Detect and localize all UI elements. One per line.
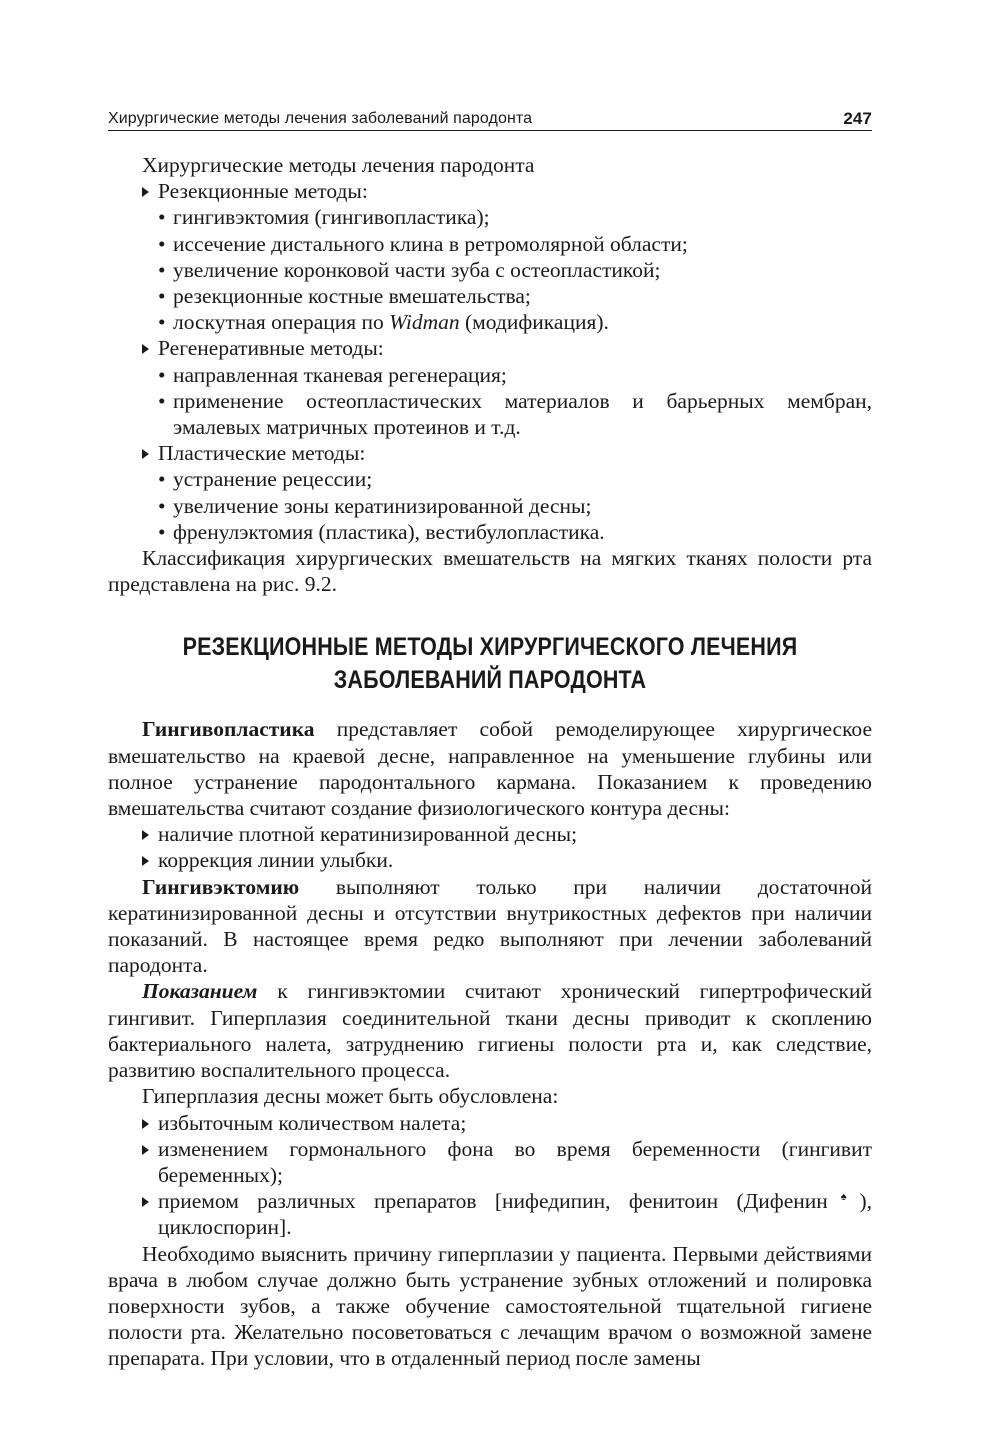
paragraph-gingivectomy: Гингивэктомию выполняют только при наличии достаточной кератинизированной десны и отсутствии внутрикостных дефектов при наличии показаний. В настоящее время редко выполняют при лечении заболеваний пародонта. bbox=[108, 874, 872, 978]
dot-bullet-icon: • bbox=[158, 257, 166, 282]
list-item: • резекционные костные вмешательства; bbox=[158, 284, 531, 309]
dot-bullet-icon: • bbox=[158, 467, 166, 492]
triangle-bullet-icon bbox=[142, 449, 149, 459]
method-group-regenerative bbox=[108, 335, 872, 361]
running-head bbox=[108, 106, 872, 131]
list-item: • увеличение зоны кератинизированной десны; bbox=[158, 493, 592, 518]
list-item: • устранение рецессии; bbox=[158, 467, 373, 492]
paragraph-treatment: Необходимо выяснить причину гиперплазии у пациента. Первыми действиями врача в любом случае должно быть устранение зубных отложений и полировка поверхности зубов, а также обучение самостоятельной тщательной гигиене полости рта. Желательно посоветоваться с лечащим врачом о возможной замене препарата. При условии, что в отдаленный период после замены bbox=[108, 1241, 872, 1371]
dot-bullet-icon: • bbox=[158, 284, 166, 309]
dot-bullet-icon: • bbox=[158, 388, 166, 413]
list-item: изменением гормонального фона во время беременности (гингивит беременных); bbox=[108, 1136, 872, 1188]
method-group-label: Регенеративные методы: bbox=[158, 336, 384, 361]
section-heading bbox=[161, 631, 818, 697]
dot-bullet-icon: • bbox=[158, 519, 166, 544]
running-head-title: Хирургические методы лечения заболеваний пародонта bbox=[108, 110, 533, 127]
term-bold: Гингивопластика bbox=[142, 717, 315, 742]
list-item: • иссечение дистального клина в ретромолярной области; bbox=[158, 231, 688, 256]
list-item: приемом различных препаратов [нифедипин, фенитоин (Дифенин♠), циклоспорин]. bbox=[108, 1188, 872, 1240]
dot-bullet-icon: • bbox=[158, 231, 166, 256]
list-item: коррекция линии улыбки. bbox=[108, 847, 872, 873]
dot-bullet-icon: • bbox=[158, 205, 166, 230]
triangle-bullet-icon bbox=[142, 830, 149, 840]
list-item: • лоскутная операция по Widman (модификация). bbox=[158, 310, 609, 335]
page-number: 247 bbox=[843, 109, 872, 128]
triangle-bullet-icon bbox=[142, 187, 149, 197]
triangle-bullet-icon bbox=[142, 856, 149, 866]
spade-mark-icon: ♠ bbox=[827, 1190, 860, 1203]
list-item: наличие плотной кератинизированной десны; bbox=[108, 821, 872, 847]
dot-bullet-icon: • bbox=[158, 362, 166, 387]
paragraph-hyperplasia: Гиперплазия десны может быть обусловлена: bbox=[142, 1084, 559, 1109]
paragraph-gingivoplasty: Гингивопластика представляет собой ремоделирующее хирургическое вмешательство на краевой десне, направленное на уменьшение глубины или полное устранение пародонтального кармана. Показанием к проведению вмешательства считают создание физиологического контура десны: bbox=[108, 717, 872, 821]
dot-bullet-icon: • bbox=[158, 493, 166, 518]
method-group-resection bbox=[108, 178, 872, 204]
triangle-bullet-icon bbox=[142, 1119, 149, 1129]
triangle-bullet-icon bbox=[142, 344, 149, 354]
page-content bbox=[108, 152, 872, 1372]
triangle-bullet-icon bbox=[142, 1197, 149, 1207]
list-item: • применение остеопластических материалов и барьерных мембран, эмалевых матричных протеинов и т.д. bbox=[158, 388, 872, 440]
classification-paragraph: Классификация хирургических вмешательств на мягких тканях полости рта представлена на рис. 9.2. bbox=[108, 546, 872, 597]
paragraph-indication: Показанием к гингивэктомии считают хронический гипертрофический гингивит. Гиперплазия соединительной ткани десны приводит к скоплению бактериального налета, затруднению гигиены полости рта и, как следствие, развитию воспалительного процесса. bbox=[108, 979, 872, 1083]
list-item: • направленная тканевая регенерация; bbox=[158, 362, 507, 387]
method-group-label: Резекционные методы: bbox=[158, 179, 368, 204]
author-name-italic: Widman bbox=[389, 310, 460, 335]
dot-bullet-icon: • bbox=[158, 310, 166, 335]
term-bold: Гингивэктомию bbox=[142, 874, 300, 899]
section-heading-line: РЕЗЕКЦИОННЫЕ МЕТОДЫ ХИРУРГИЧЕСКОГО ЛЕЧЕНИЯ bbox=[182, 633, 798, 662]
term-bold-italic: Показанием bbox=[142, 979, 258, 1004]
list-item: • френулэктомия (пластика), вестибулопластика. bbox=[158, 519, 605, 544]
book-page bbox=[108, 0, 872, 1455]
list-item: избыточным количеством налета; bbox=[108, 1110, 872, 1136]
list-item: • увеличение коронковой части зуба с остеопластикой; bbox=[158, 257, 661, 282]
list-item: • гингивэктомия (гингивопластика); bbox=[158, 205, 490, 230]
section-heading-line: ЗАБОЛЕВАНИЙ ПАРОДОНТА bbox=[333, 666, 647, 695]
method-group-label: Пластические методы: bbox=[158, 441, 366, 466]
intro-title: Хирургические методы лечения пародонта bbox=[142, 153, 535, 177]
method-group-plastic bbox=[108, 440, 872, 466]
triangle-bullet-icon bbox=[142, 1145, 149, 1155]
